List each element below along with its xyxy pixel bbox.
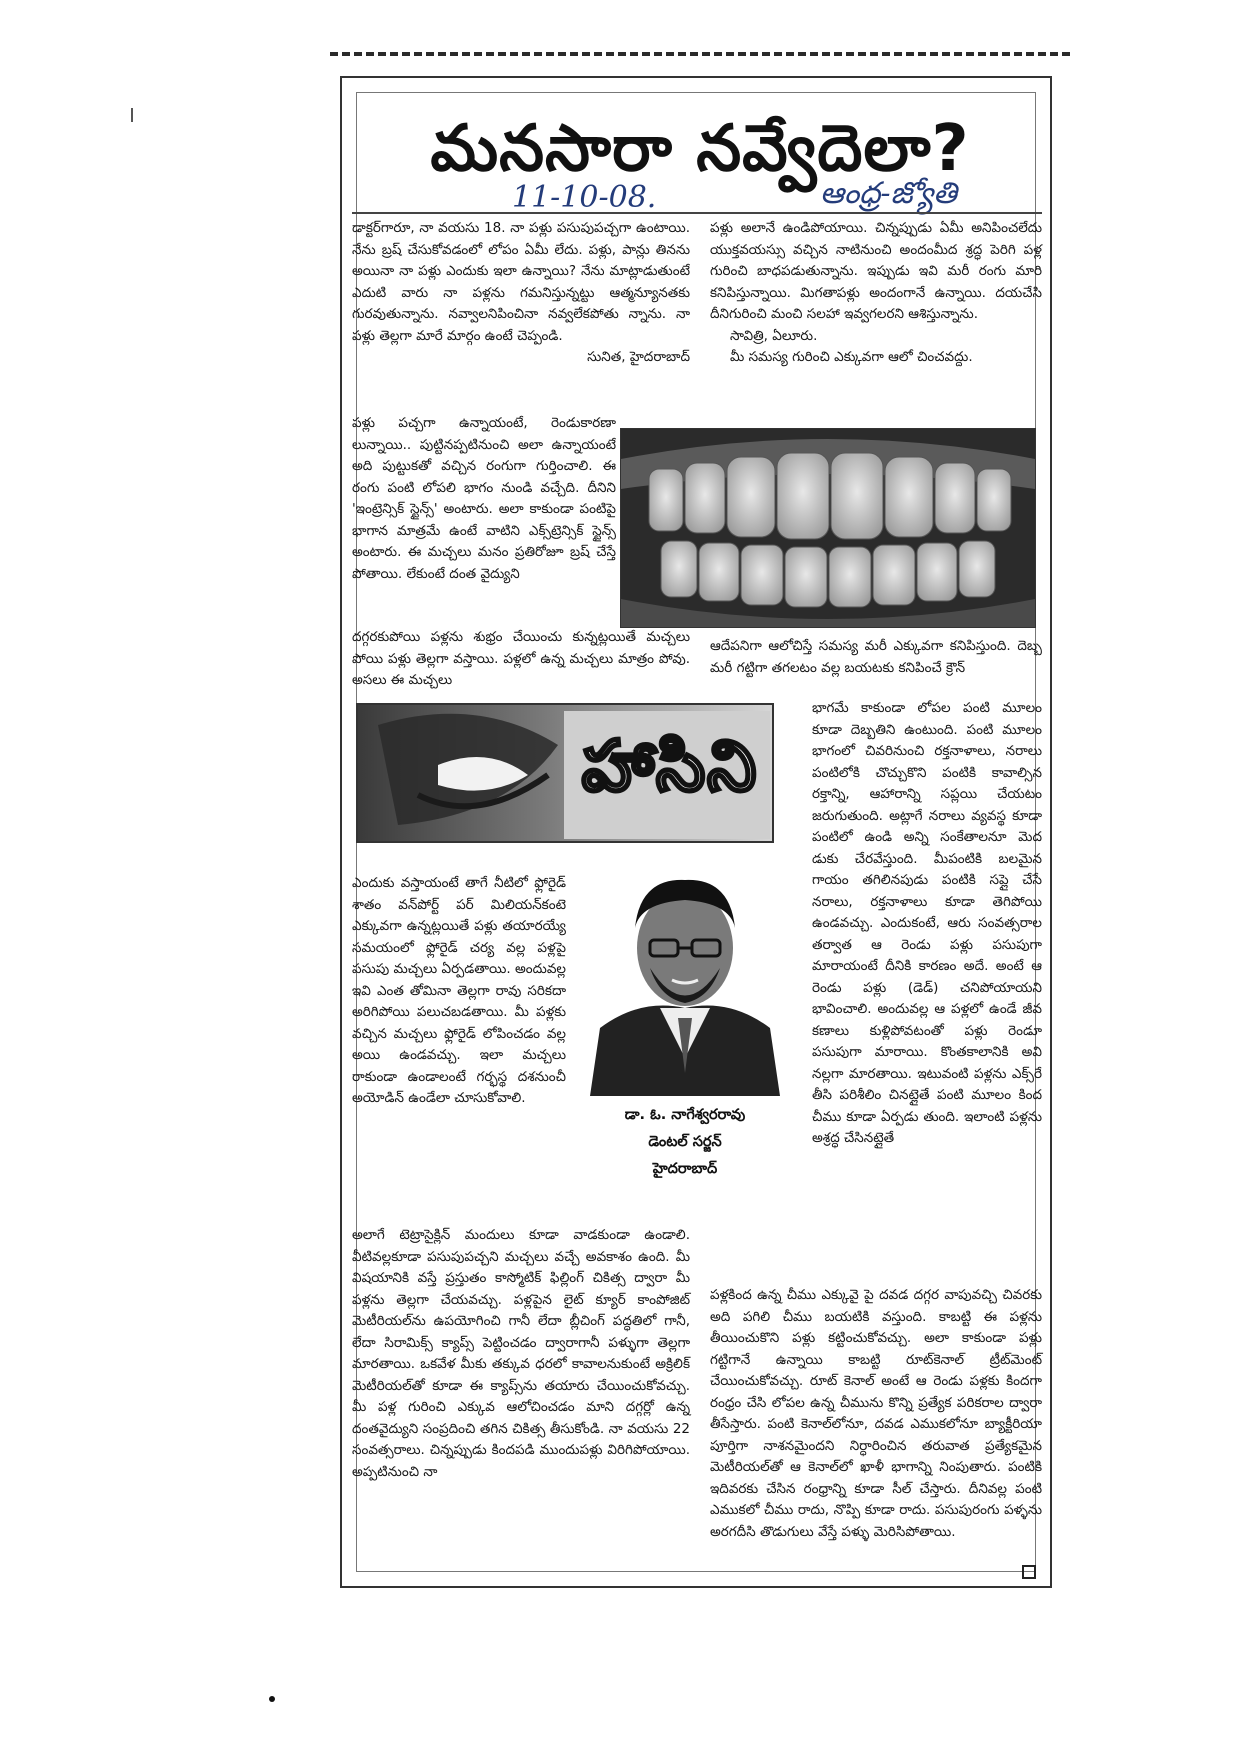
doctor-title: డెంటల్ సర్జన్: [648, 1134, 722, 1150]
reply-two-text-c: పళ్లకింద ఉన్న చీము ఎక్కువై పై దవడ దగ్గర వాపువచ్చి చివరకు అది పగిలి చీము బయటికి వస్తుంది. కాబట్టి ఈ పళ్లను తీయించుకొని పళ్లు కట్టించుకోవచ్చు. అలా కాకుండా పళ్లు గట్టిగానే ఉన్నాయి కాబట్టి రూట్‌కెనాల్ ట్రీట్‌మెంట్ చేయించుకోవచ్చు. రూట్ కెనాల్ అంటే ఆ రెండు పళ్లకు కిందగా రంధ్రం చేసి లోపల ఉన్న చీమును కొన్ని ప్రత్యేక పరికరాల ద్వారా తీసేస్తారు. పంటి కెనాల్‌లోనూ, దవడ ఎముకలోనూ బ్యాక్టీరియా పూర్తిగా నాశనమైందని నిర్ధారించిన తరువాత ప్రత్యేకమైన మెటీరియల్‌తో ఆ కెనాల్‌లో ఖాళీ భాగాన్ని నింపుతారు. పంటికి ఇదివరకు చేసిన రంధ్రాన్ని కూడా సీల్ చేస్తారు. దీనివల్ల పంటి ఎముకలో చీము రాదు, నొప్పి కూడా రాదు. పసుపురంగు పళ్ళను అరగదీసి తొడుగులు వేస్తే పళ్ళు మెరిసిపోతాయి.: [710, 1287, 1042, 1540]
doctor-caption: [580, 1102, 790, 1183]
doctor-portrait-illustration: [580, 858, 790, 1096]
reply-two-text-a: ఆదేపనిగా ఆలోచిస్తే సమస్య మరీ ఎక్కువగా కనిపిస్తుంది. దెబ్బ మరీ గట్టిగా తగలటం వల్ల బయటకు కనిపించే క్రౌన్: [710, 638, 1042, 676]
doctor-name: డా. ఓ. నాగేశ్వరరావు: [624, 1107, 746, 1123]
letter-two: [710, 218, 1042, 369]
handwritten-date: 11-10-08.: [512, 180, 657, 215]
hasini-title: హాసిని: [581, 725, 759, 807]
reply-one-text-d: అలాగే టెట్రాసైక్లిన్ మందులు కూడా వాడకుండా ఉండాలి. వీటివల్లకూడా పసుపుపచ్చని మచ్చలు వచ్చే అవకాశం ఉంది. మీ విషయానికి వస్తే ప్రస్తుతం కాస్మోటిక్ ఫిల్లింగ్ చికిత్స ద్వారా మీ పళ్లను తెల్లగా చేయవచ్చు. పళ్లపైన లైట్ క్యూర్ కాంపోజిట్ మెటీరియల్‌ను ఉపయోగించి గానీ లేదా బ్లీచింగ్ పద్ధతిలో గానీ, లేదా సిరామిక్స్ క్యాప్స్ పెట్టించడం ద్వారాగానీ పళ్ళుగా తెల్లగా మారతాయి. ఒకవేళ మీకు తక్కువ ధరలో కావాలనుకుంటే అక్రిలిక్ మెటీరియల్‌తో కూడా ఈ క్యాప్స్‌ను తయారు చేయించుకోవచ్చు. మీ పళ్ల గురించి ఎక్కువ ఆలోచించడం మాని దగ్గర్లో ఉన్న దంతవైద్యుని సంప్రదించి తగిన చికిత్స తీసుకోండి. నా వయసు 22 సంవత్సరాలు. చిన్నప్పుడు కిందపడి ముందుపళ్లు విరిగిపోయాయి. అప్పటినుంచి నా: [352, 1227, 690, 1480]
headline-rule: [352, 212, 1042, 214]
reply-two-part-a: [710, 636, 1042, 679]
reply-two-text-b: భాగమే కాకుండా లోపల పంటి మూలం కూడా దెబ్బతిని ఉంటుంది. పంటి మూలం భాగంలో చివరినుంచి రక్తనాళాలు, నరాలు పంటిలోకి చొచ్చుకొని పంటికి కావాల్సిన రక్తాన్ని, ఆహారాన్ని సప్లయి చేయటం జరుగుతుంది. అట్లాగే నరాలు వ్యవస్థ కూడా పంటిలో ఉండి అన్ని సంకేతాలనూ మెద డుకు చేరవేస్తుంది. మీపంటికి బలమైన గాయం తగిలినపుడు పంటికి సప్లై చేసే నరాలు, రక్తనాళాలు కూడా తెగిపోయి ఉండవచ్చు. ఎందుకంటే, ఆరు సంవత్సరాల తర్వాత ఆ రెండు పళ్లు పసుపుగా మారాయంటే దీనికి కారణం అదే. అంటే ఆ రెండు పళ్లు (డెడ్) చనిపోయాయని భావించాలి. అందువల్ల ఆ పళ్లలో ఉండే జీవ కణాలు కుళ్లిపోవటంతో పళ్లు రెండూ పసుపుగా మారాయి. కొంతకాలానికి అవి నల్లగా మారతాయి. ఇటువంటి పళ్లను ఎక్స్‌రే తీసి పరిశీలిం చినట్లైతే పంటి మూలం కింద చీము కూడా ఏర్పడు తుంది. ఇలాంటి పళ్లను అశ్రద్ధ చేసినట్లైతే: [812, 700, 1042, 1146]
reply-one-part-a: [352, 413, 616, 585]
letter-one-body: డాక్టర్‌గారూ, నా వయసు 18. నా పళ్లు పసుపుపచ్చగా ఉంటాయి. నేను బ్రష్ చేసుకోవడంలో లోపం ఏమీ లేదు. పళ్లు, పాన్లు తినను అయినా నా పళ్లు ఎందుకు ఇలా ఉన్నాయి? నేను మాట్లాడుతుంటే ఎదుటి వారు నా పళ్లను గమనిస్తున్నట్టు ఆత్మన్యూనతకు గురవుతున్నాను. నవ్వాలనిపించినా నవ్వలేకపోతు న్నాను. నా పళ్లు తెల్లగా మారే మార్గం ఉంటే చెప్పండి.: [352, 220, 690, 344]
hasini-banner: [356, 703, 774, 843]
reply-one-text-c: ఎందుకు వస్తాయంటే తాగే నీటిలో ఫ్లోరైడ్ శాతం వన్‌పోర్ట్ పర్ మిలియన్‌కంటె ఎక్కువగా ఉన్నట్లయితే పళ్లు తయారయ్యే సమయంలో ఫ్లోరైడ్ చర్య వల్ల పళ్లపై పసుపు మచ్చలు ఏర్పడతాయి. అందువల్ల ఇవి ఎంత తోమినా తెల్లగా రావు సరికదా అరిగిపోయి పలుచబడతాయి. మీ పళ్లకు వచ్చిన మచ్చలు ఫ్లోరైడ్ లోపించడం వల్ల అయి ఉండవచ్చు. ఇలా మచ్చలు రాకుండా ఉండాలంటే గర్భస్థ దశనుంచీ అయోడిన్ ఉండేలా చూసుకోవాలి.: [352, 875, 566, 1106]
letter-two-signature: సావిత్రి, ఏలూరు.: [730, 327, 818, 344]
reply-one-text-a: పళ్లు పచ్చగా ఉన్నాయంటే, రెండుకారణా లున్నాయి.. పుట్టినప్పటినుంచి అలా ఉన్నాయంటే అది పుట్టుకతో వచ్చిన రంగుగా గుర్తించాలి. ఈ రంగు పంటి లోపలి భాగం నుండి వచ్చేది. దీనిని 'ఇంట్రెన్సిక్ స్టైన్స్' అంటారు. అలా కాకుండా పంటిపై భాగాన మాత్రమే ఉంటే వాటిని ఎక్స్‌ట్రెన్సిక్ స్టైన్స్ అంటారు. ఈ మచ్చలు మనం ప్రతిరోజూ బ్రష్ చేస్తే పోతాయి. లేకుంటే దంత వైద్యుని: [352, 415, 616, 582]
doctor-portrait: [580, 858, 790, 1096]
teeth-photo: [620, 428, 1036, 628]
reply-two-part-b: [812, 698, 1042, 1150]
reply-two-part-c: [710, 1285, 1042, 1543]
reply-one-part-d: [352, 1225, 690, 1483]
reply-one-text-b: దగ్గరకుపోయి పళ్లను శుభ్రం చేయించు కున్నట్లయితే మచ్చలు పోయి పళ్లు తెల్లగా వస్తాయి. పళ్లలో ఉన్న మచ్చలు మాత్రం పోవు. అసలు ఈ మచ్చలు: [352, 629, 690, 688]
letter-one: [352, 218, 690, 369]
end-of-article-mark: [1022, 1565, 1036, 1579]
letter-one-signature: సునిత, హైదరాబాద్: [587, 349, 690, 365]
teeth-illustration: [621, 429, 1035, 627]
headline: మనసారా నవ్వేదెలా?: [430, 112, 970, 186]
handwritten-source: ఆంధ్ర-జ్యోతి: [820, 176, 957, 211]
scan-dot: [269, 1696, 275, 1702]
letter-two-body: పళ్లు అలానే ఉండిపోయాయి. చిన్నప్పుడు ఏమీ అనిపించలేదు యుక్తవయస్సు వచ్చిన నాటినుంచి అందంమీద శ్రద్ధ పెరిగి పళ్ల గురించి బాధపడుతున్నాను. ఇప్పుడు ఇవి మరీ రంగు మారి కనిపిస్తున్నాయి. మిగతాపళ్లు అందంగానే ఉన్నాయి. దయచేసి దీనిగురించి మంచి సలహా ఇవ్వగలరని ఆశిస్తున్నాను.: [710, 220, 1042, 322]
reply-one-part-b: [352, 627, 690, 692]
top-dashed-border: [330, 52, 1070, 56]
scan-mark: [131, 108, 133, 122]
reply-two-opening: మీ సమస్య గురించి ఎక్కువగా ఆలో చించవద్దు.: [730, 349, 973, 365]
reply-one-part-c: [352, 873, 566, 1110]
doctor-city: హైదరాబాద్: [652, 1161, 718, 1177]
